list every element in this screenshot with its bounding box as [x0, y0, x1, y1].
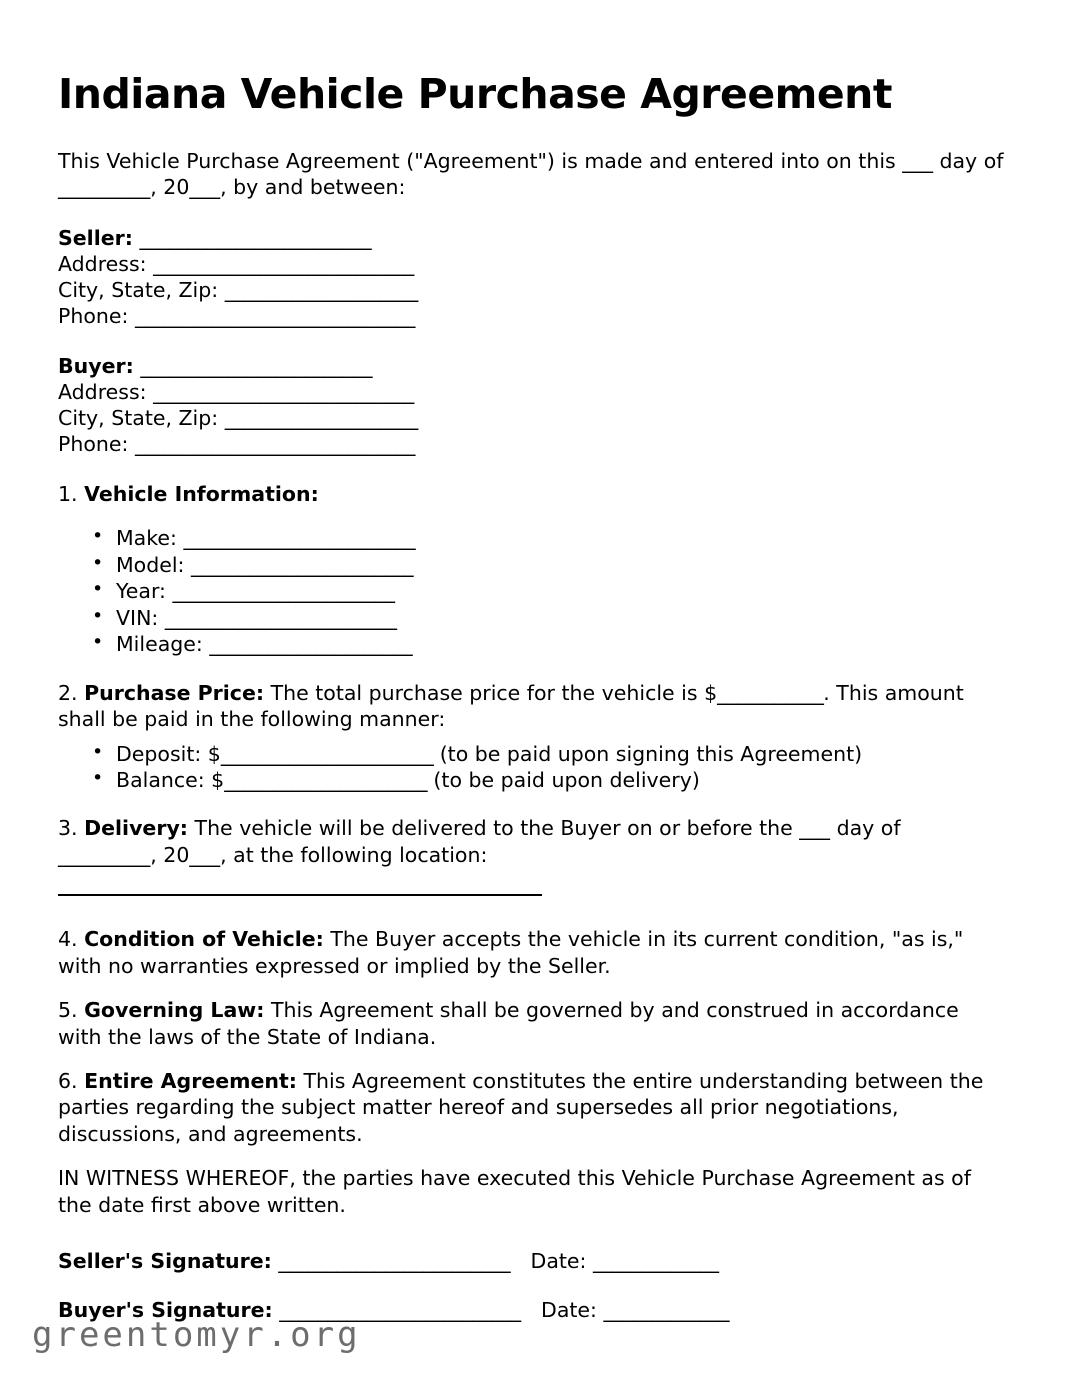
vehicle-model-blank[interactable]: _______________________ — [191, 552, 413, 577]
section-title: Condition of Vehicle: — [84, 927, 324, 952]
balance-note: (to be paid upon delivery) — [433, 767, 700, 792]
section-condition-of-vehicle — [58, 926, 1005, 979]
vehicle-year-blank[interactable]: _______________________ — [172, 579, 395, 604]
buyer-city-blank[interactable]: ____________________ — [224, 405, 418, 430]
seller-address-blank[interactable]: ___________________________ — [153, 251, 414, 276]
seller-address-label: Address: — [58, 251, 147, 276]
list-item — [92, 741, 1005, 767]
vehicle-year-label: Year: — [116, 579, 166, 604]
buyer-city-label: City, State, Zip: — [58, 405, 219, 430]
seller-signature-row — [58, 1248, 1005, 1274]
deposit-label: Deposit: $ — [116, 741, 221, 766]
payment-terms-list — [58, 741, 1005, 794]
entire-agreement-body: This Agreement constitutes the entire understanding between the parties regarding the subject matter hereof and supersedes all prior negotiations, discussions, and agreements. — [58, 1069, 984, 1146]
seller-phone-label: Phone: — [58, 303, 129, 328]
section-number: 1. — [58, 482, 78, 507]
balance-blank[interactable]: _____________________ — [224, 767, 427, 792]
section-number: 2. — [58, 680, 78, 705]
vehicle-mileage-blank[interactable]: _____________________ — [209, 632, 412, 657]
section-title: Delivery: — [84, 816, 189, 841]
purchase-price-amount-blank[interactable]: ___________ — [717, 680, 824, 705]
vehicle-vin-blank[interactable]: ________________________ — [164, 605, 397, 630]
section-delivery — [58, 815, 1005, 868]
buyer-signature-label: Buyer's Signature: — [58, 1297, 273, 1322]
seller-name-label: Seller: — [58, 225, 133, 250]
list-item — [92, 631, 1005, 657]
section-purchase-price — [58, 680, 1005, 733]
vehicle-information-list — [58, 525, 1005, 657]
witness-paragraph: IN WITNESS WHEREOF, the parties have executed this Vehicle Purchase Agreement as of the date first above written. — [58, 1166, 971, 1217]
delivery-location-blank-line[interactable] — [58, 894, 542, 896]
seller-signature-label: Seller's Signature: — [58, 1249, 272, 1274]
list-item — [92, 525, 1005, 551]
list-item — [92, 552, 1005, 578]
buyer-phone-label: Phone: — [58, 432, 129, 456]
buyer-signature-blank[interactable]: _________________________ — [279, 1297, 521, 1322]
buyer-date-blank[interactable]: _____________ — [603, 1297, 729, 1322]
seller-city-blank[interactable]: ____________________ — [224, 277, 418, 302]
section-title: Entire Agreement: — [84, 1069, 297, 1094]
section-title: Purchase Price: — [84, 680, 265, 705]
vehicle-make-blank[interactable]: ________________________ — [183, 526, 416, 551]
seller-address-row — [58, 251, 1005, 277]
balance-label: Balance: $ — [116, 767, 225, 792]
seller-block — [58, 225, 1005, 329]
seller-phone-row — [58, 303, 1005, 329]
buyer-name-blank[interactable]: ________________________ — [140, 353, 372, 378]
list-item — [92, 605, 1005, 631]
buyer-block — [58, 353, 1005, 457]
site-watermark: greentomyr.org — [32, 1315, 361, 1355]
seller-date-label: Date: — [530, 1249, 587, 1274]
buyer-name-row — [58, 353, 1005, 379]
section-number: 4. — [58, 927, 78, 952]
intro-paragraph: This Vehicle Purchase Agreement ("Agreement") is made and entered into on this ___ day of _________, 20___, by and between: — [58, 148, 1004, 200]
vehicle-vin-label: VIN: — [116, 605, 159, 630]
buyer-phone-row — [58, 431, 1005, 457]
section-number: 3. — [58, 816, 78, 841]
condition-body: The Buyer accepts the vehicle in its current condition, "as is," with no warranties expressed or implied by the Seller. — [58, 927, 964, 978]
seller-city-label: City, State, Zip: — [58, 277, 219, 302]
seller-city-row — [58, 277, 1005, 303]
purchase-price-body-after: . This amount shall be paid in the following manner: — [58, 680, 964, 732]
section-vehicle-information-heading — [58, 481, 1005, 507]
deposit-blank[interactable]: ______________________ — [220, 741, 434, 766]
buyer-date-label: Date: — [541, 1297, 597, 1322]
list-item — [92, 767, 1005, 793]
governing-law-body: This Agreement shall be governed by and construed in accordance with the laws of the State of Indiana. — [58, 998, 959, 1049]
section-title: Governing Law: — [84, 998, 265, 1023]
section-number: 5. — [58, 998, 78, 1023]
section-entire-agreement — [58, 1068, 1005, 1147]
buyer-name-label: Buyer: — [58, 353, 134, 378]
buyer-address-row — [58, 379, 1005, 405]
buyer-phone-blank[interactable]: _____________________________ — [134, 432, 415, 456]
seller-name-row — [58, 225, 1005, 251]
seller-date-blank[interactable]: _____________ — [592, 1249, 719, 1274]
purchase-price-body-before: The total purchase price for the vehicle is $ — [270, 680, 718, 705]
vehicle-make-label: Make: — [116, 526, 177, 551]
page-title: Indiana Vehicle Purchase Agreement — [58, 70, 892, 118]
vehicle-mileage-label: Mileage: — [116, 632, 203, 657]
section-title: Vehicle Information: — [84, 482, 319, 507]
delivery-body: The vehicle will be delivered to the Buyer on or before the ___ day of _________, 20___, at the following location: — [58, 816, 901, 867]
vehicle-model-label: Model: — [116, 552, 185, 577]
seller-phone-blank[interactable]: _____________________________ — [134, 303, 415, 328]
section-governing-law — [58, 997, 1005, 1050]
list-item — [92, 578, 1005, 604]
seller-signature-blank[interactable]: ________________________ — [278, 1249, 510, 1274]
buyer-address-blank[interactable]: ___________________________ — [153, 379, 414, 404]
buyer-address-label: Address: — [58, 379, 147, 404]
deposit-note: (to be paid upon signing this Agreement) — [439, 741, 863, 766]
seller-name-blank[interactable]: ________________________ — [139, 225, 372, 250]
section-number: 6. — [58, 1069, 78, 1094]
buyer-city-row — [58, 405, 1005, 431]
